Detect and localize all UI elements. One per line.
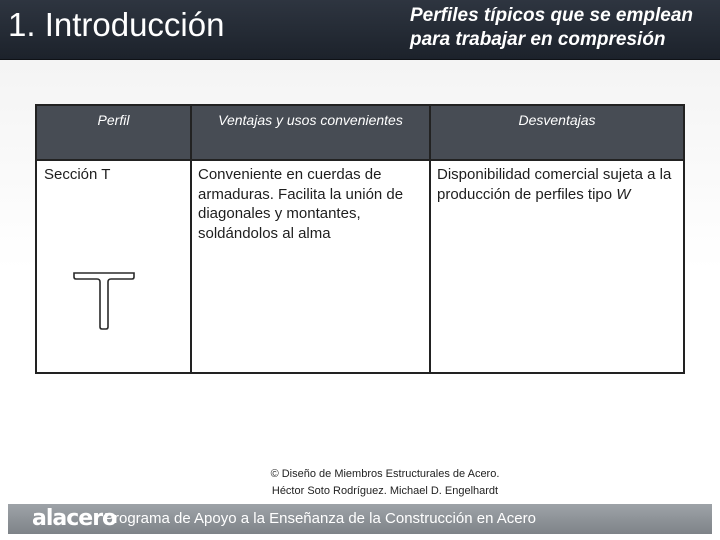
desventajas-italic: W [616, 185, 631, 203]
slide-header [0, 0, 720, 60]
subtitle-line-2: para trabajar en compresión [410, 29, 666, 50]
credits-line-1: © Diseño de Miembros Estructurales de Acero. [270, 468, 500, 480]
t-section-icon [73, 271, 135, 331]
credits [200, 466, 570, 500]
column-header-desventajas: Desventajas [429, 106, 683, 159]
table-row [37, 161, 683, 372]
perfil-name: Sección T [44, 166, 111, 183]
profiles-table [35, 104, 685, 374]
desventajas-text: Disponibilidad comercial sujeta a la producción de perfiles tipo [437, 166, 672, 203]
credits-line-2: Héctor Soto Rodríguez. Michael D. Engelhardt [271, 485, 499, 497]
slide-title: 1. Introducción [8, 6, 225, 43]
cell-ventajas: Conveniente en cuerdas de armaduras. Facilita la unión de diagonales y montantes, soldándolos al alma [190, 161, 429, 372]
cell-perfil [37, 161, 190, 372]
subtitle-line-1: Perfiles típicos que se emplean [410, 5, 693, 26]
column-header-perfil: Perfil [97, 112, 130, 128]
table-header [37, 106, 683, 161]
footer-program-text: Programa de Apoyo a la Enseñanza de la Construcción en Acero [104, 510, 536, 527]
slide-subtitle [410, 4, 716, 52]
footer-bar [8, 504, 712, 534]
cell-desventajas [429, 161, 683, 372]
alacero-logo: alacero [32, 506, 117, 531]
column-header-ventajas: Ventajas y usos convenientes [190, 106, 429, 159]
